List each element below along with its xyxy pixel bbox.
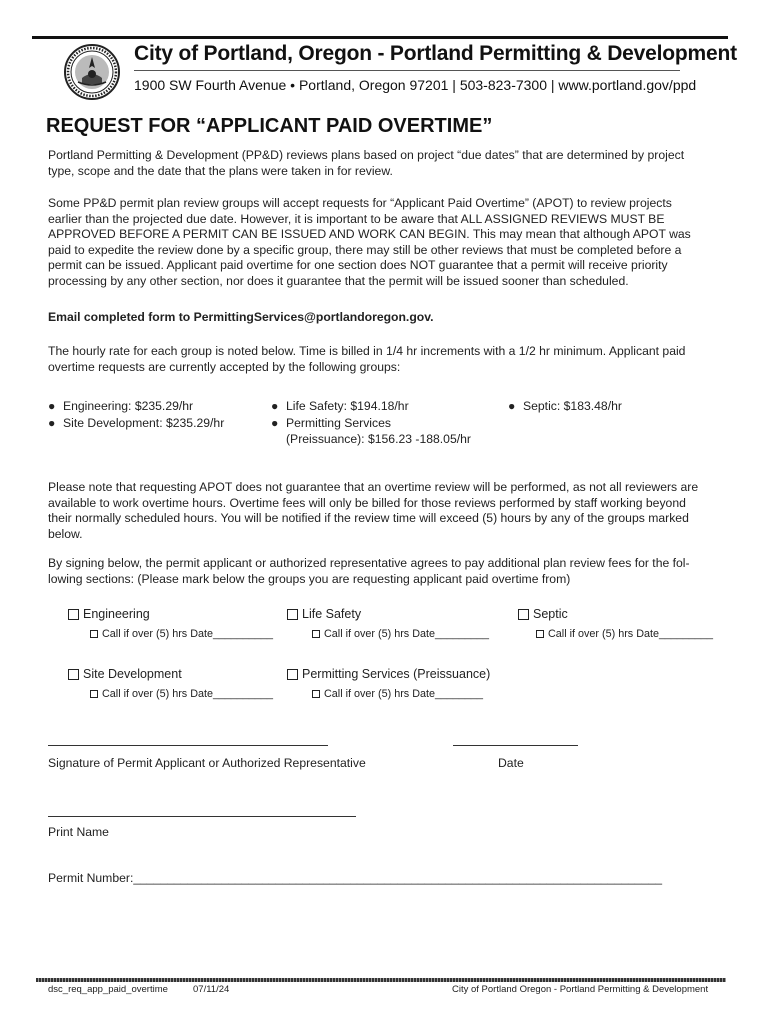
rates-col-3 (508, 398, 622, 415)
engineering-checkbox[interactable] (68, 607, 150, 621)
rate-line: The hourly rate for each group is noted below. Time is billed in 1/4 hr increments with a 1/2 hr minimum. Applicant paid (48, 344, 686, 358)
intro-paragraph (48, 148, 718, 179)
permitting-services-call-checkbox[interactable] (312, 688, 483, 700)
checkbox-icon[interactable] (518, 609, 529, 620)
apot-line: Some PP&D permit plan review groups will accept requests for “Applicant Paid Overtime” (APOT) to review projects (48, 196, 672, 210)
septic-checkbox[interactable] (518, 607, 568, 621)
checkbox-icon[interactable] (536, 630, 544, 638)
life-safety-call-checkbox[interactable] (312, 628, 489, 640)
page-title: REQUEST FOR “APPLICANT PAID OVERTIME” (46, 115, 493, 137)
apot-line: permit can be issued. Applicant paid overtime for one section does NOT guarantee that a permit will receive priority (48, 258, 668, 273)
permit-number-field[interactable]: Permit Number:______________________________________________________________________________ (48, 871, 663, 885)
rate-site-development: Site Development: $235.29/hr (63, 415, 225, 430)
apot-line: APPROVED BEFORE A PERMIT CAN BE ISSUED AND WORK CAN BEGIN. This may mean that although APOT was (48, 227, 691, 242)
rate-life-safety: Life Safety: $194.18/hr (286, 399, 409, 413)
footer-date: 07/11/24 (193, 984, 230, 995)
signature-line[interactable] (48, 745, 328, 746)
date-label: Date (498, 756, 524, 770)
sign-paragraph (48, 556, 718, 587)
footer-org: City of Portland Oregon - Portland Permitting & Development (452, 984, 709, 995)
apot-line: earlier than the projected due date. However, it is important to be aware that ALL ASSIGNED REVIEWS MUST BE (48, 211, 665, 226)
engineering-call-checkbox[interactable] (90, 628, 273, 640)
engineering-label: Engineering (83, 607, 150, 621)
call-if-over-label: Call if over (5) hrs Date__________ (102, 688, 274, 700)
rate-item (508, 398, 622, 415)
site-development-checkbox[interactable] (68, 667, 182, 681)
rate-item-cont (271, 431, 471, 448)
apot-paragraph (48, 196, 718, 290)
call-if-over-label: Call if over (5) hrs Date________ (324, 688, 484, 700)
checkbox-icon[interactable] (287, 609, 298, 620)
sign-line: lowing sections: (Please mark below the groups you are requesting applicant paid overtime from) (48, 571, 571, 586)
note-line: below. (48, 526, 83, 541)
permitting-services-checkbox[interactable] (287, 667, 490, 681)
sign-line: By signing below, the permit applicant or authorized representative agrees to pay additional plan review fees for the fol- (48, 556, 690, 570)
header-divider (134, 70, 680, 71)
rate-item (48, 415, 224, 432)
bullet-icon: ● (508, 399, 516, 413)
note-line: available to work overtime hours. Overtime fees will only be billed for those reviews performed by staff working beyond (48, 495, 686, 510)
note-line: Please note that requesting APOT does not guarantee that an overtime review will be performed, as not all reviewers are (48, 480, 699, 494)
checkbox-icon[interactable] (68, 669, 79, 680)
apot-line: paid to expedite the review done by a specific group, there may still be other reviews that must be completed before a (48, 242, 682, 257)
checkbox-icon[interactable] (90, 630, 98, 638)
septic-call-checkbox[interactable] (536, 628, 713, 640)
septic-label: Septic (533, 607, 568, 621)
rate-engineering: Engineering: $235.29/hr (63, 399, 194, 413)
print-name-label: Print Name (48, 825, 109, 839)
note-line: their normally scheduled hours. You will be notified if the review time will exceed (5) hours by any of the groups marked (48, 511, 689, 526)
date-line[interactable] (453, 745, 578, 746)
email-note: Email completed form to PermittingServices@portlandoregon.gov. (48, 310, 434, 324)
print-name-line[interactable] (48, 816, 356, 817)
life-safety-checkbox[interactable] (287, 607, 361, 621)
call-if-over-label: Call if over (5) hrs Date__________ (102, 628, 274, 640)
permitting-services-label: Permitting Services (Preissuance) (302, 667, 491, 681)
rate-permitting-services: Permitting Services (286, 415, 391, 430)
apot-line: processing by any other section, nor does it guarantee that the permit will be issued sooner than scheduled. (48, 273, 629, 288)
intro-line: type, scope and the date that the plans were taken in for review. (48, 163, 393, 178)
checkbox-icon[interactable] (287, 669, 298, 680)
rate-line: overtime requests are currently accepted by the following groups: (48, 359, 401, 374)
life-safety-label: Life Safety (302, 607, 362, 621)
footer-rule (36, 978, 726, 982)
signature-label: Signature of Permit Applicant or Authorized Representative (48, 756, 366, 770)
site-development-label: Site Development (83, 667, 182, 681)
checkbox-icon[interactable] (312, 630, 320, 638)
bullet-icon: ● (48, 415, 56, 430)
call-if-over-label: Call if over (5) hrs Date_________ (324, 628, 490, 640)
city-seal-icon (64, 44, 120, 100)
rate-item (271, 415, 471, 432)
org-address: 1900 SW Fourth Avenue • Portland, Oregon 97201 | 503-823-7300 | www.portland.gov/ppd (134, 77, 697, 93)
rates-col-2 (271, 398, 471, 448)
checkbox-icon[interactable] (68, 609, 79, 620)
rate-septic: Septic: $183.48/hr (523, 399, 622, 413)
site-development-call-checkbox[interactable] (90, 688, 273, 700)
checkbox-icon[interactable] (90, 690, 98, 698)
checkbox-icon[interactable] (312, 690, 320, 698)
rate-permitting-services-amount: (Preissuance): $156.23 -188.05/hr (286, 432, 471, 446)
intro-line: Portland Permitting & Development (PP&D) reviews plans based on project “due dates” that are determined by project (48, 148, 685, 162)
footer-form-id: dsc_req_app_paid_overtime (48, 984, 168, 995)
bullet-icon: ● (271, 399, 279, 413)
rates-col-1 (48, 398, 224, 431)
rate-paragraph (48, 344, 718, 375)
bullet-icon: ● (271, 415, 279, 430)
header-rule-top (32, 36, 728, 39)
org-name: City of Portland, Oregon - Portland Permitting & Development (134, 42, 737, 65)
bullet-icon: ● (48, 399, 56, 413)
call-if-over-label: Call if over (5) hrs Date_________ (548, 628, 714, 640)
rate-item (271, 398, 471, 415)
note-paragraph (48, 480, 718, 542)
rate-item (48, 398, 224, 415)
